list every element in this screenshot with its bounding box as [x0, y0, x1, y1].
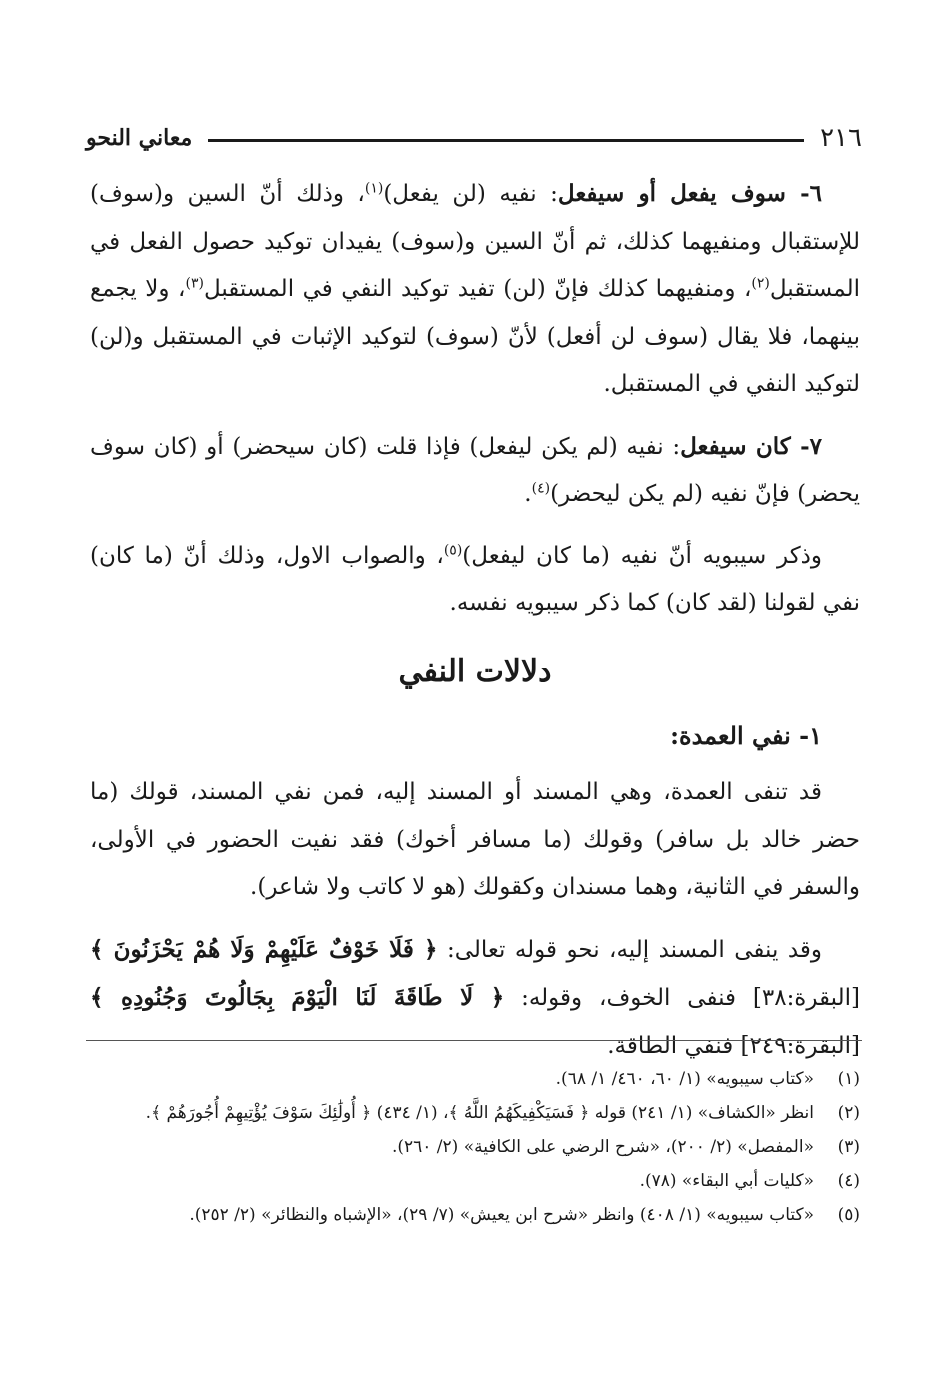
paragraph-3: [90, 533, 860, 628]
footnote-text: انظر «الكشاف» (١/ ٢٤١) قوله ﴿ فَسَيَكْفِيكَهُمُ اللَّهُ ﴾، (١/ ٤٣٤) ﴿ أُولَٰئِكَ سَوْفَ يُؤْتِيهِمْ أُجُورَهُمْ ﴾.: [145, 1103, 814, 1123]
paragraph-5-text-c: [البقرة:٢٤٩] فنفي الطاقة.: [607, 1032, 860, 1059]
paragraph-5-text-b: [البقرة:٣٨] فنفى الخوف، وقوله:: [504, 985, 860, 1011]
paragraph-5: [90, 926, 860, 1071]
paragraph-1-text-b: ، وذلك أنّ السين و(سوف) للإستقبال ومنفيهما كذلك، ثم أنّ السين و(سوف) يفيدان توكيد حصول الفعل في المستقبل: [90, 181, 860, 302]
footnote-text: «المفصل» (٢/ ٢٠٠)، «شرح الرضي على الكافية» (٢/ ٢٦٠).: [391, 1137, 814, 1157]
footnote-5: [84, 1198, 860, 1232]
footnote-text: «كتاب سيبويه» (١/ ٤٠٨) وانظر «شرح ابن يعيش» (٧/ ٢٩)، «الإشباه والنظائر» (٢/ ٢٥٢).: [189, 1205, 814, 1225]
footnote-number: (٤): [837, 1171, 860, 1191]
footnote-divider: [86, 1040, 862, 1041]
section-title: دلالات النفي: [398, 653, 552, 689]
footnote-ref-4[interactable]: (٤): [531, 480, 551, 497]
footnote-number: (١): [837, 1069, 860, 1089]
page-header: [86, 118, 862, 158]
paragraph-2-text-a: : نفيه (لم يكن ليفعل) فإذا قلت (كان سيحضر) أو (كان سوف يحضر) فإنّ نفيه (لم يكن ليحضر): [90, 433, 860, 507]
paragraph-1-text-d: ، ولا يجمع بينهما، فلا يقال (سوف لن أفعل) لأنّ (سوف) لتوكيد الإثبات في المستقبل و(لن) لتوكيد النفي في المستقبل.: [90, 276, 860, 397]
footnote-ref-1[interactable]: (١): [364, 180, 384, 197]
paragraph-2: [90, 423, 860, 519]
rule-heading-7: ٧- كان سيفعل: [680, 432, 822, 460]
main-text: [90, 170, 860, 1070]
quran-verse-2: ﴿ لَا طَاقَةَ لَنَا الْيَوْمَ بِجَالُوتَ وَجُنُودِهِ ﴾: [90, 984, 505, 1011]
paragraph-1: [90, 170, 860, 409]
footnote-text: «كتاب سيبويه» (١/ ٦٠، ٤٦٠/ ١/ ٦٨).: [555, 1069, 814, 1089]
rule-heading-6: ٦- سوف يفعل أو سيفعل: [557, 180, 822, 207]
page-number: ٢١٦: [820, 123, 862, 153]
header-rule: [208, 139, 804, 142]
paragraph-3-text-a: وذكر سيبويه أنّ نفيه (ما كان ليفعل): [462, 542, 822, 569]
paragraph-5-text-a: وقد ينفى المسند إليه، نحو قوله تعالى:: [437, 936, 822, 963]
paragraph-1-text-c: ، ومنفيهما كذلك فإنّ (لن) تفيد توكيد النفي في المستقبل: [203, 276, 752, 302]
book-title: معاني النحو: [86, 125, 193, 151]
footnote-4: [84, 1164, 860, 1198]
paragraph-3-text-b: ، والصواب الاول، وذلك أنّ (ما كان) نفي لقولنا (لقد كان) كما ذكر سيبويه نفسه.: [90, 542, 860, 616]
footnote-number: (٢): [837, 1103, 860, 1123]
quran-verse-1: ﴿ فَلَا خَوْفٌ عَلَيْهِمْ وَلَا هُمْ يَحْزَنُونَ ﴾: [90, 935, 438, 963]
footnote-ref-5[interactable]: (٥): [443, 541, 463, 558]
footnote-2: [84, 1096, 860, 1130]
footnote-1: [84, 1062, 860, 1096]
paragraph-4: قد تنفى العمدة، وهي المسند أو المسند إليه، فمن نفي المسند، قولك (ما حضر خالد بل سافر) وقولك (ما مسافر أخوك) فقد نفيت الحضور في الأولى، والسفر في الثانية، وهما مسندان وكقولك (هو لا كاتب ولا شاعر).: [90, 779, 860, 900]
footnotes: [84, 1062, 860, 1232]
footnote-number: (٣): [837, 1137, 860, 1157]
paragraph-2-text-b: .: [524, 481, 532, 507]
paragraph-1-text-a: : نفيه (لن يفعل): [383, 181, 558, 207]
footnote-text: «كليات أبي البقاء» (٧٨).: [639, 1171, 814, 1191]
footnote-ref-3[interactable]: (٣): [185, 275, 204, 292]
subsection-title: ١- نفي العمدة:: [670, 720, 822, 750]
footnote-ref-2[interactable]: (٢): [751, 275, 770, 292]
footnote-3: [84, 1130, 860, 1164]
footnote-number: (٥): [837, 1205, 860, 1225]
